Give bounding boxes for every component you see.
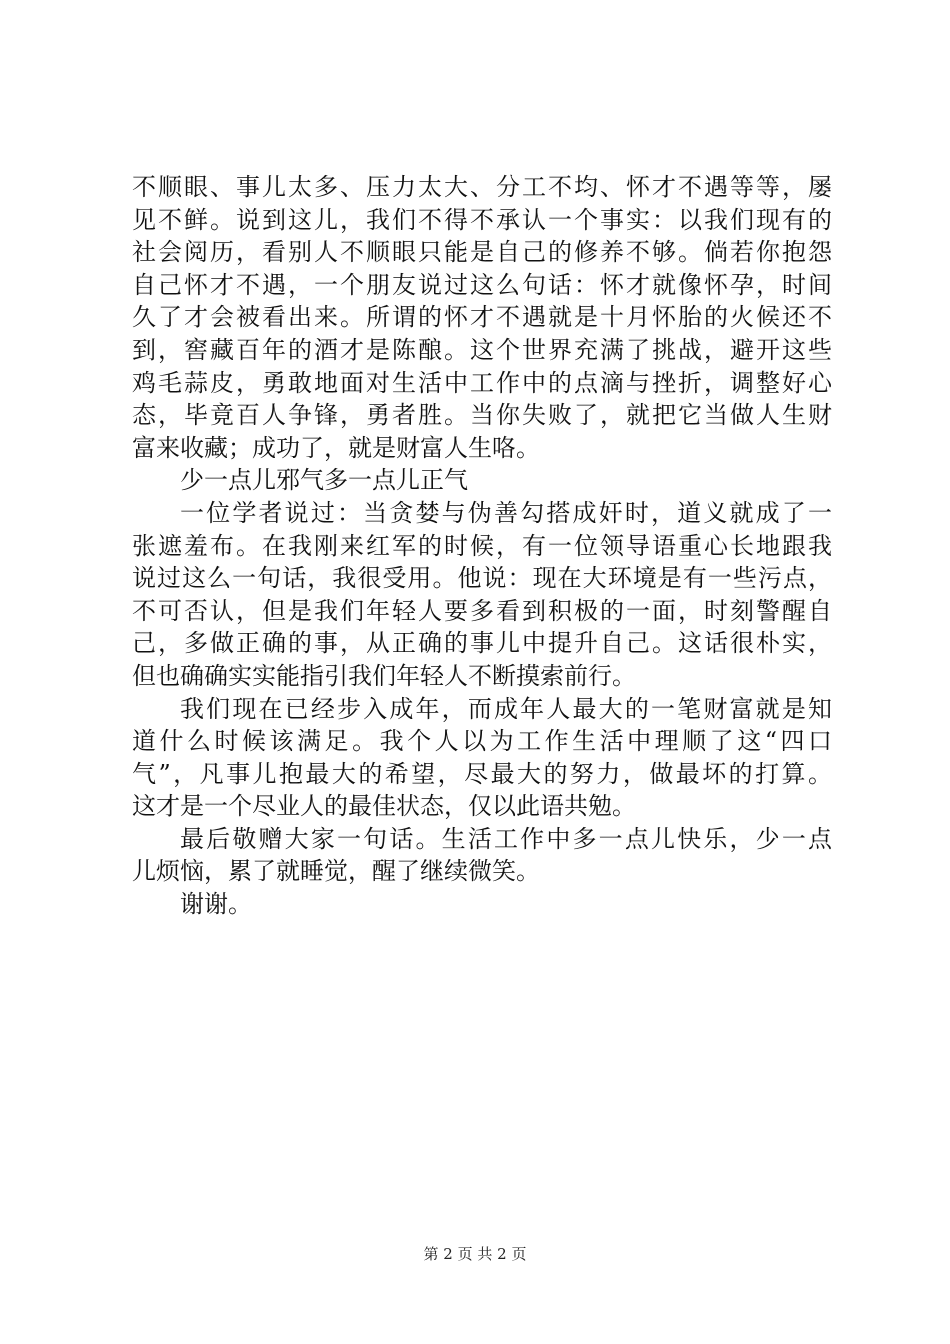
document-body — [132, 171, 832, 921]
text-line: 自己怀才不遇，一个朋友说过这么句话：怀才就像怀孕，时间 — [132, 270, 832, 299]
text-line: 谢谢。 — [180, 890, 252, 919]
text-line: 久了才会被看出来。所谓的怀才不遇就是十月怀胎的火候还不 — [132, 303, 832, 332]
text-line: 社会阅历，看别人不顺眼只能是自己的修养不够。倘若你抱怨 — [132, 238, 832, 267]
text-line: 态，毕竟百人争锋，勇者胜。当你失败了，就把它当做人生财 — [132, 401, 832, 430]
text-line: 到，窖藏百年的酒才是陈酿。这个世界充满了挑战，避开这些 — [132, 335, 832, 364]
text-line: 我们现在已经步入成年，而成年人最大的一笔财富就是知 — [180, 694, 832, 723]
text-line: 一位学者说过：当贪婪与伪善勾搭成奸时，道义就成了一 — [180, 498, 832, 527]
text-line: 张遮羞布。在我刚来红军的时候，有一位领导语重心长地跟我 — [132, 531, 832, 560]
text-line: 这才是一个尽业人的最佳状态，仅以此语共勉。 — [132, 792, 636, 821]
text-line: 最后敬赠大家一句话。生活工作中多一点儿快乐，少一点 — [180, 824, 832, 853]
text-line: 见不鲜。说到这儿，我们不得不承认一个事实：以我们现有的 — [132, 205, 832, 234]
text-line: 但也确确实实能指引我们年轻人不断摸索前行。 — [132, 661, 636, 690]
text-line: 富来收藏；成功了，就是财富人生咯。 — [132, 433, 540, 462]
text-line: 说过这么一句话，我很受用。他说：现在大环境是有一些污点， — [132, 564, 832, 593]
text-line: 鸡毛蒜皮，勇敢地面对生活中工作中的点滴与挫折，调整好心 — [132, 368, 832, 397]
text-line: 己，多做正确的事，从正确的事儿中提升自己。这话很朴实， — [132, 629, 832, 658]
page-number-footer: 第 2 页 共 2 页 — [423, 1245, 527, 1263]
text-line: 儿烦恼，累了就睡觉，醒了继续微笑。 — [132, 857, 540, 886]
text-line: 气”，凡事儿抱最大的希望，尽最大的努力，做最坏的打算。 — [132, 759, 832, 788]
text-line: 不顺眼、事儿太多、压力太大、分工不均、怀才不遇等等，屡 — [132, 173, 832, 201]
text-line: 不可否认，但是我们年轻人要多看到积极的一面，时刻警醒自 — [132, 596, 832, 625]
text-line: 道什么时候该满足。我个人以为工作生活中理顺了这“四口 — [132, 727, 832, 756]
section-heading: 少一点儿邪气多一点儿正气 — [180, 466, 468, 495]
